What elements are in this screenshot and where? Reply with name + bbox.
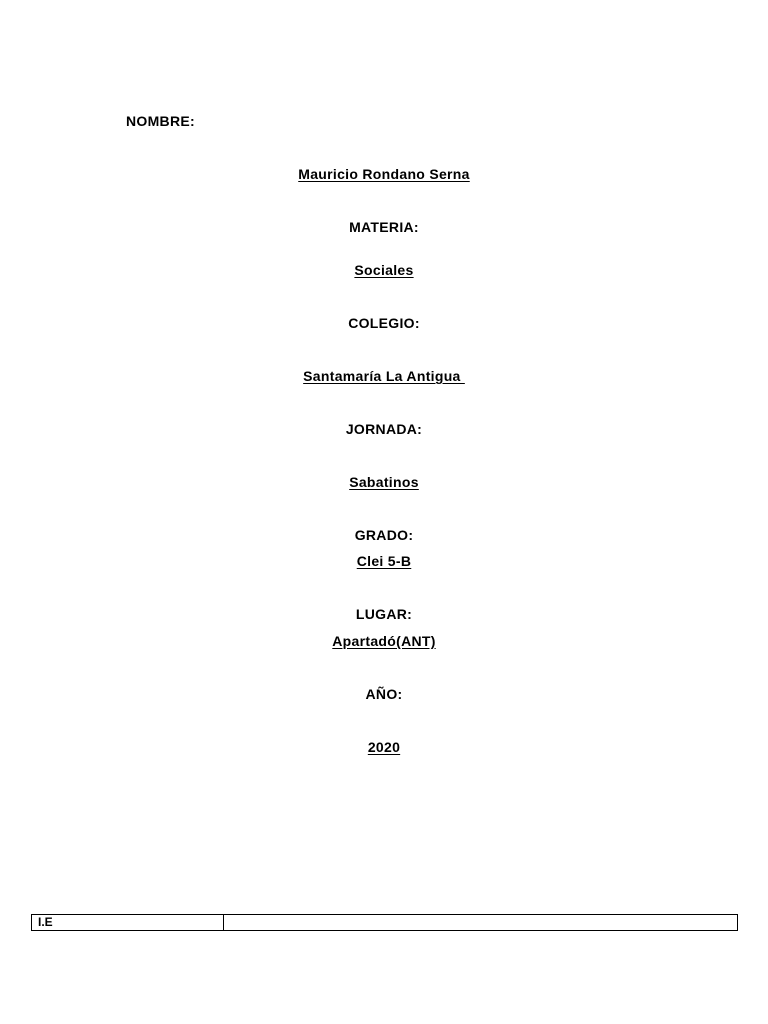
table-row <box>32 915 738 931</box>
nombre-value: Mauricio Rondano Serna <box>298 166 470 182</box>
grado-label: GRADO: <box>354 527 414 543</box>
footer-table <box>31 914 738 931</box>
jornada-value: Sabatinos <box>349 474 419 490</box>
colegio-label: COLEGIO: <box>348 315 420 331</box>
grado-value: Clei 5-B <box>356 553 412 569</box>
anio-label: AÑO: <box>365 686 403 702</box>
anio-value: 2020 <box>367 739 401 755</box>
nombre-label: NOMBRE: <box>126 113 195 129</box>
materia-value: Sociales <box>354 262 414 278</box>
lugar-value: Apartadó(ANT) <box>332 633 436 649</box>
jornada-label: JORNADA: <box>345 421 423 437</box>
footer-cell-ie: I.E <box>32 915 224 931</box>
colegio-value: Santamaría La Antigua <box>303 368 465 384</box>
materia-label: MATERIA: <box>349 219 419 235</box>
lugar-label: LUGAR: <box>355 606 413 622</box>
footer-cell-empty <box>224 915 738 931</box>
